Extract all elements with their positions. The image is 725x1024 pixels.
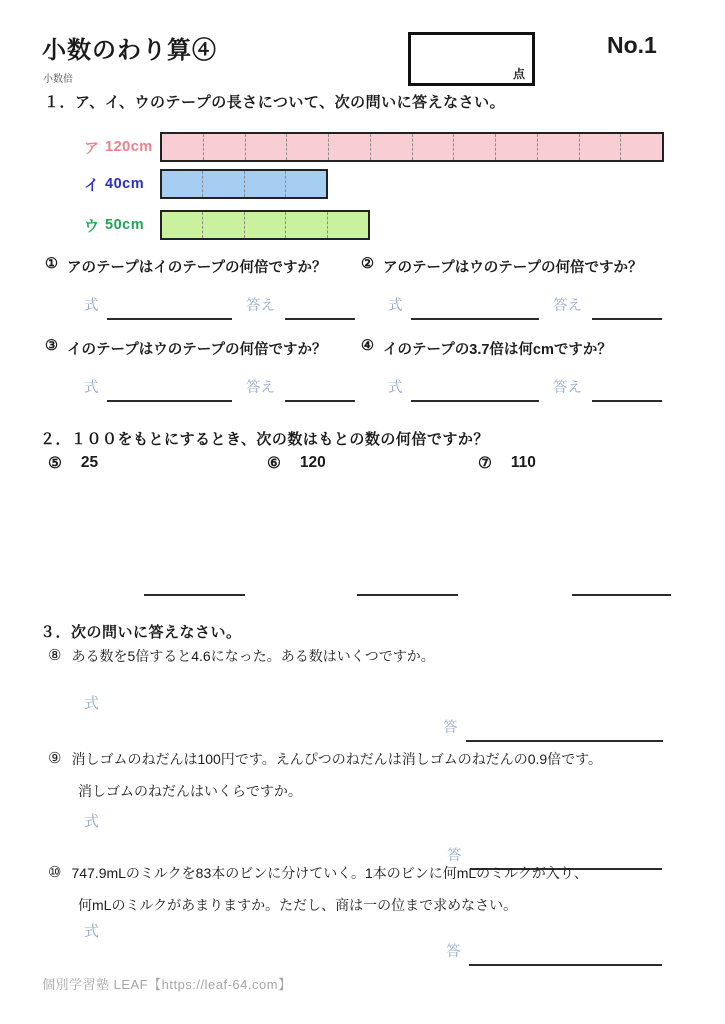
answer-label: 答 [446, 944, 461, 960]
item-value: 110 [510, 454, 536, 471]
answer-row-1 [84, 294, 355, 320]
item-7 [478, 454, 536, 473]
problem-text: 747.9mLのミルクを83本のビンに分けていく。1本のビンに何mLのミルクが入り、 [71, 865, 588, 881]
answer-line [592, 318, 662, 320]
formula-line [411, 400, 540, 402]
answer-blank-line [572, 594, 671, 596]
answer-blank-line [144, 594, 245, 596]
answer-label: 答 [443, 720, 458, 736]
answer-blank-line [357, 594, 458, 596]
question-text: アのテープはイのテープの何倍ですか？ [67, 260, 327, 276]
tape-label-a [84, 137, 160, 158]
item-6 [267, 454, 326, 473]
answer-line [469, 964, 663, 966]
item-number: ⑤ [48, 455, 62, 472]
answer-line [466, 740, 664, 742]
problem-number: ⑩ [48, 864, 62, 881]
answer-row-2 [388, 294, 662, 320]
problem-10-text [48, 863, 588, 883]
section1-heading: １．ア、イ、ウのテープの長さについて、次の問いに答えなさい。 [44, 94, 506, 111]
answer-label: 答え [246, 298, 275, 314]
tape-label-u [84, 215, 160, 236]
question-number: ③ [45, 338, 58, 354]
answer-line [592, 400, 662, 402]
item-number: ⑦ [478, 455, 492, 472]
question-2 [361, 256, 643, 277]
problem-8-text [48, 646, 435, 666]
formula-label: 式 [84, 923, 100, 940]
section3-heading: ３．次の問いに答えなさい。 [40, 624, 242, 641]
problem-text: ある数を5倍すると4.6になった。ある数はいくつですか。 [71, 648, 435, 664]
formula-label: 式 [388, 380, 403, 396]
problem-number: ⑨ [48, 750, 62, 767]
tape-row-u [84, 210, 370, 240]
formula-label: 式 [84, 695, 100, 712]
question-text: アのテープはウのテープの何倍ですか？ [383, 260, 643, 276]
problem-8-answer [443, 716, 663, 742]
tape-name: イ [84, 176, 100, 194]
problem-9-text-line2: 消しゴムのねだんはいくらですか。 [78, 783, 302, 799]
tape-bar-u [160, 210, 370, 240]
question-number: ① [45, 256, 58, 272]
page-number: No.1 [607, 32, 657, 58]
tape-row-a [84, 132, 664, 162]
section2-heading: ２．１００をもとにするとき、次の数はもとの数の何倍ですか？ [40, 431, 489, 448]
problem-9-text [48, 749, 602, 769]
tape-length: 120cm [105, 139, 153, 155]
answer-label: 答え [553, 380, 582, 396]
problem-number: ⑧ [48, 647, 62, 664]
tape-bar-i [160, 169, 328, 199]
page-subtitle: 小数倍 [43, 74, 73, 85]
tape-length: 50cm [105, 217, 145, 233]
tape-length: 40cm [105, 176, 145, 192]
tape-row-i [84, 169, 328, 199]
answer-line [285, 318, 355, 320]
tape-bar-a [160, 132, 664, 162]
item-number: ⑥ [267, 455, 281, 472]
item-5 [48, 454, 98, 473]
question-number: ④ [361, 338, 374, 354]
formula-label: 式 [84, 298, 99, 314]
problem-text: 消しゴムのねだんは100円です。えんぴつのねだんは消しゴムのねだんの0.9倍です。 [71, 751, 603, 767]
answer-row-3 [84, 376, 355, 402]
answer-label: 答え [553, 298, 582, 314]
tape-name: ア [84, 139, 100, 157]
problem-10-answer [446, 940, 662, 966]
question-3 [45, 338, 327, 359]
item-value: 25 [80, 454, 99, 471]
answer-row-4 [388, 376, 662, 402]
formula-label: 式 [388, 298, 403, 314]
question-text: イのテープはウのテープの何倍ですか？ [67, 342, 327, 358]
question-text: イのテープの3.7倍は何cmですか？ [383, 342, 612, 358]
formula-line [107, 318, 233, 320]
problem-10-text-line2: 何mLのミルクがあまりますか。ただし、商は一の位まで求めなさい。 [78, 897, 518, 913]
formula-line [107, 400, 233, 402]
question-number: ② [361, 256, 374, 272]
tape-label-i [84, 174, 160, 195]
question-1 [45, 256, 327, 277]
formula-label: 式 [84, 813, 100, 830]
item-value: 120 [299, 454, 326, 471]
answer-label: 答 [447, 848, 462, 864]
answer-line [285, 400, 355, 402]
formula-label: 式 [84, 380, 99, 396]
formula-line [411, 318, 540, 320]
answer-label: 答え [246, 380, 275, 396]
question-4 [361, 338, 612, 359]
footer-credit: 個別学習塾 LEAF【https://leaf-64.com】 [42, 977, 292, 992]
score-box [408, 32, 535, 86]
score-unit-label: 点 [512, 67, 525, 81]
tape-name: ウ [84, 217, 100, 235]
page-title: 小数のわり算④ [42, 37, 217, 64]
